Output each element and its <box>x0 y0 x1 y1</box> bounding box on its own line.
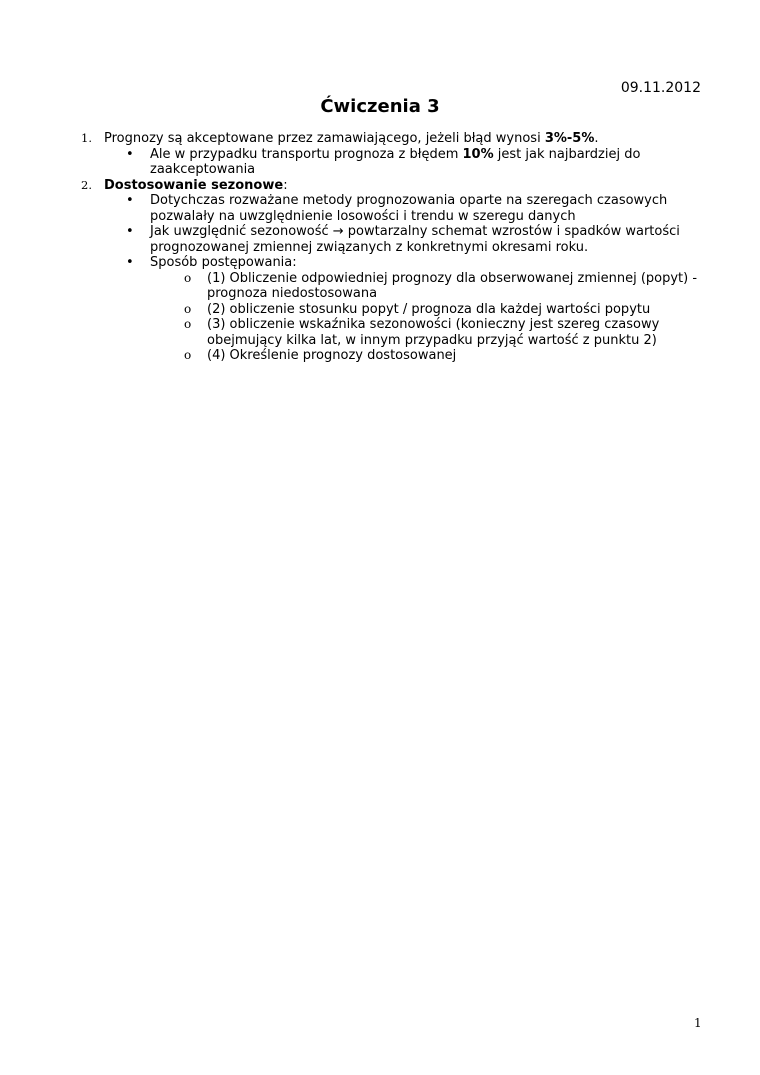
bullet-item <box>0 193 760 224</box>
item-2-end: : <box>283 177 288 193</box>
sub-bullet-text-line2: prognoza niedostosowana <box>207 286 378 301</box>
bullet-icon: • <box>126 146 134 162</box>
circle-bullet-icon: o <box>184 348 192 362</box>
bullet-item <box>0 147 760 178</box>
sub-bullet-text: (4) Określenie prognozy dostosowanej <box>207 348 457 363</box>
item-1-bold: 3%-5% <box>544 131 595 146</box>
bullet-icon: • <box>126 224 134 239</box>
sub-bullet-item <box>0 348 760 364</box>
item-2-bold: Dostosowanie sezonowe <box>104 177 284 193</box>
sub-bullet-item <box>0 317 760 348</box>
bullet-text: Dotychczas rozważane metody prognozowania oparte na szeregach czasowych <box>150 193 668 208</box>
bullet-text-line2: zaakceptowania <box>150 162 256 177</box>
page-number: 1 <box>694 1016 702 1030</box>
bullet-text-line2: prognozowanej zmiennej związanych z konkretnymi okresami roku. <box>150 239 589 255</box>
bullet-text-end: jest jak najbardziej do <box>493 146 641 162</box>
bullet-icon: • <box>126 255 134 270</box>
circle-bullet-icon: o <box>184 301 192 316</box>
list-number: 1. <box>81 131 92 145</box>
bullet-text: Ale w przypadku transportu prognoza z błędem <box>150 146 463 162</box>
item-1-text: Prognozy są akceptowane przez zamawiającego, jeżeli błąd wynosi <box>104 131 545 146</box>
list-item-1 <box>0 131 760 147</box>
item-1-end: . <box>594 131 599 146</box>
date: 09.11.2012 <box>620 80 701 96</box>
sub-bullet-text: (1) Obliczenie odpowiedniej prognozy dla obserwowanej zmiennej (popyt) - <box>207 270 698 286</box>
sub-bullet-item <box>0 302 760 318</box>
bullet-text: Jak uwzględnić sezonowość → powtarzalny schemat wzrostów i spadków wartości <box>150 224 680 239</box>
sub-bullet-text: (3) obliczenie wskaźnika sezonowości (konieczny jest szereg czasowy <box>207 317 660 332</box>
sub-bullet-item <box>0 271 760 302</box>
bullet-item <box>0 255 760 271</box>
bullet-text-line2: pozwalały na uwzględnienie losowości i trendu w szeregu danych <box>150 208 576 224</box>
bullet-text: Sposób postępowania: <box>150 255 297 270</box>
sub-bullet-text-line2: obejmujący kilka lat, w innym przypadku przyjąć wartość z punktu 2) <box>207 332 657 348</box>
sub-bullet-text: (2) obliczenie stosunku popyt / prognoza dla każdej wartości popytu <box>207 301 651 317</box>
list-number: 2. <box>81 177 92 192</box>
list-item-2 <box>0 178 760 194</box>
circle-bullet-icon: o <box>184 317 192 331</box>
circle-bullet-icon: o <box>184 270 192 285</box>
bullet-bold: 10% <box>462 146 494 162</box>
bullet-icon: • <box>126 193 134 208</box>
page-title: Ćwiczenia 3 <box>320 96 440 117</box>
outline-list <box>0 131 760 364</box>
bullet-item <box>0 224 760 255</box>
